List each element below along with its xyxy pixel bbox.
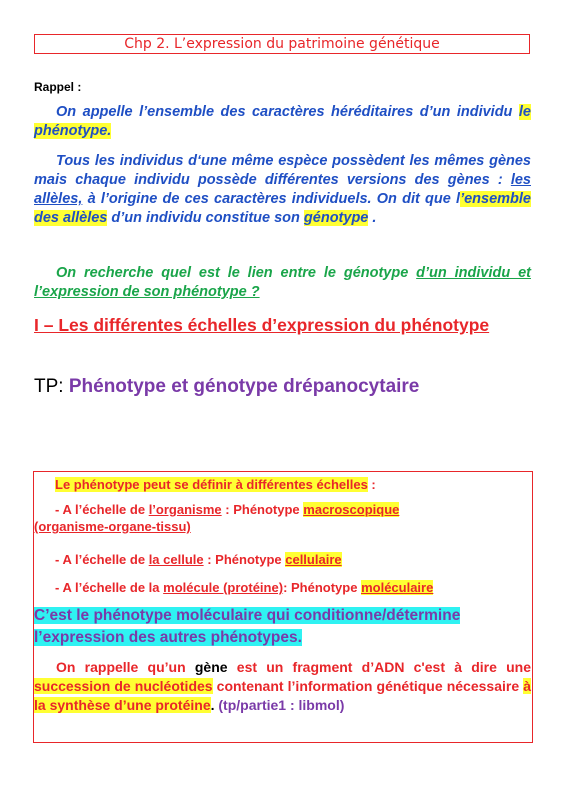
tp-prefix: TP: (34, 376, 69, 397)
box-cell-c: : Phénotype (203, 552, 286, 567)
box-line-cell (34, 551, 531, 568)
box-line-molecule (34, 579, 531, 596)
box-organism-levels: (organisme-organe-tissu) (34, 519, 191, 534)
p1-text: On appelle l’ensemble des caractères héréditaires d’un individu (56, 104, 519, 120)
box-molecule-c: : Phénotype (283, 580, 362, 595)
gene-def-e: contenant l’information génétique nécessaire (212, 678, 524, 694)
box-line-organism (34, 501, 531, 535)
box-macroscopique: macroscopique (303, 502, 400, 517)
box-cellulaire: cellulaire (285, 552, 342, 567)
box-cell-term: la cellule (148, 552, 204, 567)
box-organism-c: : Phénotype (221, 502, 304, 517)
key-statement-line1: C’est le phénotype moléculaire qui conditionne/détermine (34, 607, 461, 624)
p3-underlined: d’un individu et l’expression de son phénotype ? (34, 265, 531, 300)
box-molecule-a: - A l’échelle de la (55, 580, 164, 595)
paragraph-phenotype-definition (34, 103, 531, 141)
chapter-title: Chp 2. L’expression du patrimoine génétique (34, 34, 530, 54)
p2-text-e: d’un individu constitue son (107, 210, 304, 226)
box-scales-highlight: Le phénotype peut se définir à différentes échelles (55, 477, 368, 492)
p1-phenotype-highlight: le phénotype. (34, 104, 531, 139)
p2-text-g: . (368, 210, 377, 226)
gene-def-nucleotides: succession de nucléotides (34, 678, 213, 694)
p3-text: On recherche quel est le lien entre le génotype (56, 265, 417, 281)
gene-def-a: On rappelle qu’un (56, 659, 195, 675)
paragraph-alleles-genotype (34, 152, 531, 228)
p2-text-c: à l’origine de ces caractères individuels. On dit que l (82, 191, 461, 207)
tp-heading (34, 376, 419, 398)
gene-def-gene: gène (194, 659, 228, 675)
box-key-statement (34, 605, 530, 649)
box-scales-tail: : (367, 477, 376, 492)
p2-text-a: Tous les individus d‘une même espèce possèdent les mêmes gènes mais chaque individu possède différentes versions des gènes : (34, 153, 531, 188)
p2-alleles-term: les allèles, (34, 172, 531, 207)
gene-def-c: est un fragment d’ADN c'est à dire une (227, 659, 531, 675)
p2-genotype-highlight: génotype (303, 210, 369, 226)
gene-def-reference: (tp/partie1 : libmol) (218, 697, 345, 713)
key-statement-line2: l’expression des autres phénotypes. (34, 629, 302, 646)
gene-def-g: . (210, 697, 219, 713)
section-heading: I – Les différentes échelles d’expression du phénotype (34, 315, 490, 335)
box-cell-a: - A l’échelle de (55, 552, 149, 567)
p2-ensemble-highlight: ’ensemble des allèles (34, 191, 531, 226)
box-gene-definition (34, 658, 531, 715)
paragraph-question (34, 264, 531, 302)
rappel-label: Rappel : (34, 80, 82, 94)
gene-def-synthese: à la synthèse d’une protéine (34, 678, 531, 713)
box-line-scales (34, 476, 531, 493)
box-moleculaire: moléculaire (361, 580, 434, 595)
box-organism-a: - A l’échelle de (55, 502, 149, 517)
box-organism-term: l’organisme (148, 502, 222, 517)
box-molecule-term: molécule (protéine) (163, 580, 284, 595)
tp-title: Phénotype et génotype drépanocytaire (68, 376, 420, 397)
